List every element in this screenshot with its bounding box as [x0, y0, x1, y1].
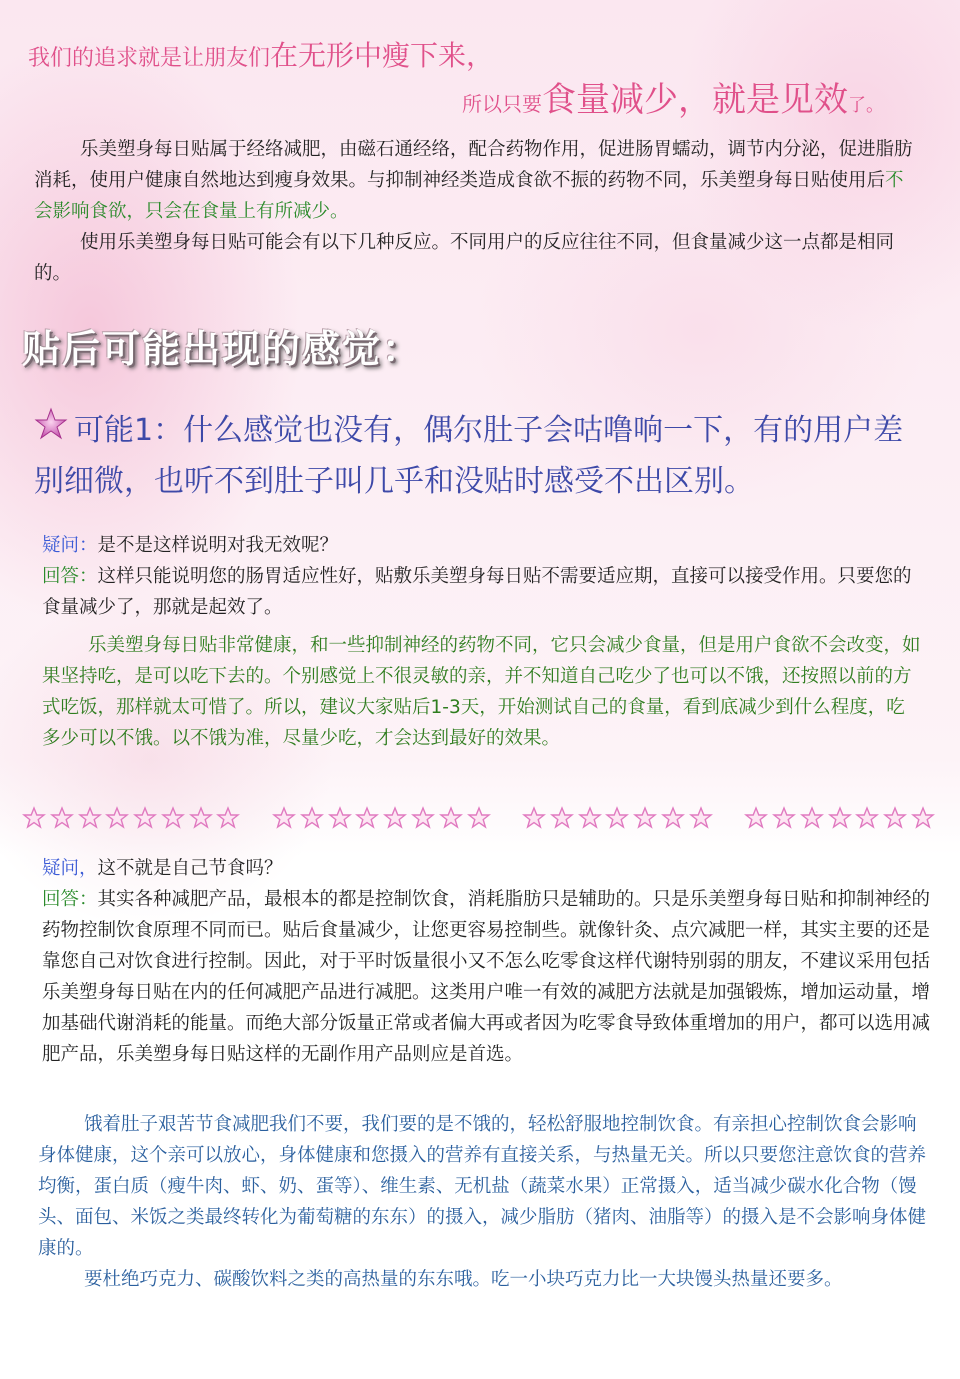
qa-2-answer	[42, 884, 932, 1070]
blue-paragraphs	[38, 1109, 930, 1295]
pink-outline-star-icon	[744, 806, 770, 832]
possible-1	[34, 406, 924, 507]
blue-paragraph-1	[38, 1109, 930, 1264]
question-text: 是不是这样说明对我无效呢？	[97, 535, 339, 556]
pink-outline-star-icon	[161, 806, 187, 832]
possible-1-text: 可能1：什么感觉也没有，偶尔肚子会咕噜响一下，有的用户差别细微，也听不到肚子叫几乎和没贴时感受不出区别。	[34, 413, 904, 499]
intro-paragraph-2	[34, 227, 914, 289]
pink-outline-star-icon	[244, 806, 270, 832]
blue-paragraph-1-text: 饿着肚子艰苦节食减肥我们不要，我们要的是不饿的，轻松舒服地控制饮食。有亲担心控制饮食会影响身体健康，这个亲可以放心，身体健康和您摄入的营养有直接关系，与热量无关。所以只要您注意饮食的营养均衡，蛋白质（瘦牛肉、虾、奶、蛋等）、维生素、无机盐（蔬菜水果）正常摄入，适当减少碳水化合物（馒头、面包、米饭之类最终转化为葡萄糖的东东）的摄入，减少脂肪（猪肉、油脂等）的摄入是不会影响身体健康的。	[38, 1114, 927, 1259]
pink-outline-star-icon	[383, 806, 409, 832]
pink-outline-star-icon	[828, 806, 854, 832]
question-label: 疑问，	[42, 858, 98, 879]
intro-paragraph-2-text: 使用乐美塑身每日贴可能会有以下几种反应。不同用户的反应往往不同，但食量减少这一点都是相同的。	[34, 232, 895, 284]
pink-outline-star-icon	[133, 806, 159, 832]
pink-outline-star-icon	[550, 806, 576, 832]
blue-paragraph-2	[38, 1264, 930, 1295]
green-paragraph	[42, 630, 922, 754]
intro-paragraph-1	[34, 134, 914, 227]
pink-outline-star-icon	[605, 806, 631, 832]
pink-star-icon	[34, 407, 74, 457]
pink-outline-star-icon	[883, 806, 909, 832]
qa-block-1	[42, 530, 922, 623]
slogan-line-2-post: 了。	[848, 95, 884, 116]
pink-outline-star-icon	[216, 806, 242, 832]
pink-outline-star-icon	[633, 806, 659, 832]
pink-outline-star-icon	[494, 806, 520, 832]
pink-outline-star-icon	[411, 806, 437, 832]
slogan-line-1	[28, 34, 494, 74]
qa-1-question	[42, 530, 922, 561]
answer-label: 回答：	[42, 889, 98, 910]
pink-outline-star-icon	[578, 806, 604, 832]
answer-text: 其实各种减肥产品，最根本的都是控制饮食，消耗脂肪只是辅助的。只是乐美塑身每日贴和抑制神经的药物控制饮食原理不同而已。贴后食量减少，让您更容易控制些。就像针灸、点穴减肥一样，其实主要的还是靠您自己对饮食进行控制。因此，对于平时饭量很小又不怎么吃零食这样代谢特别弱的朋友，不建议采用包括乐美塑身每日贴在内的任何减肥产品进行减肥。这类用户唯一有效的减肥方法就是加强锻炼，增加运动量，增加基础代谢消耗的能量。而绝大部分饭量正常或者偏大再或者因为吃零食导致体重增加的用户，都可以选用减肥产品，乐美塑身每日贴这样的无副作用产品则应是首选。	[42, 889, 931, 1065]
pink-outline-star-icon	[22, 806, 48, 832]
pink-outline-star-icon	[189, 806, 215, 832]
pink-outline-star-icon	[78, 806, 104, 832]
star-divider	[22, 806, 937, 832]
pink-outline-star-icon	[689, 806, 715, 832]
pink-outline-star-icon	[328, 806, 354, 832]
pink-outline-star-icon	[439, 806, 465, 832]
pink-outline-star-icon	[300, 806, 326, 832]
question-text: 这不就是自己节食吗？	[97, 858, 283, 879]
pink-outline-star-icon	[661, 806, 687, 832]
slogan-line-1-pre: 我们的追求就是让朋友们	[28, 46, 271, 71]
qa-1-answer	[42, 561, 922, 623]
question-label: 疑问：	[42, 535, 98, 556]
qa-2-question	[42, 853, 932, 884]
slogan-line-2-big: 食量减少，就是见效	[542, 80, 848, 120]
intro-paragraph-1-text: 乐美塑身每日贴属于经络减肥，由磁石通经络，配合药物作用，促进肠胃蠕动，调节内分泌，促进脂肪消耗，使用户健康自然地达到瘦身效果。与抑制神经类造成食欲不振的药物不同，乐美塑身每日贴使用后	[34, 139, 913, 191]
pink-outline-star-icon	[467, 806, 493, 832]
section-title: 贴后可能出现的感觉：	[22, 327, 423, 371]
pink-outline-star-icon	[522, 806, 548, 832]
pink-outline-star-icon	[355, 806, 381, 832]
intro-paragraph-1-highlight: 不会影响食欲，只会在食量上有所减少。	[34, 170, 904, 222]
green-paragraph-text: 乐美塑身每日贴非常健康，和一些抑制神经的药物不同，它只会减少食量，但是用户食欲不会改变，如果坚持吃，是可以吃下去的。个别感觉上不很灵敏的亲，并不知道自己吃少了也可以不饿，还按照以前的方式吃饭，那样就太可惜了。所以，建议大家贴后1-3天，开始测试自己的食量，看到底减少到什么程度，吃多少可以不饿。以不饿为准，尽量少吃，才会达到最好的效果。	[42, 635, 921, 749]
pink-outline-star-icon	[50, 806, 76, 832]
slogan-line-2-pre: 所以只要	[462, 92, 542, 116]
pink-outline-star-icon	[911, 806, 937, 832]
pink-outline-star-icon	[717, 806, 743, 832]
answer-label: 回答：	[42, 566, 98, 587]
slogan-line-2	[462, 72, 884, 121]
pink-outline-star-icon	[855, 806, 881, 832]
pink-outline-star-icon	[105, 806, 131, 832]
pink-outline-star-icon	[800, 806, 826, 832]
answer-text: 这样只能说明您的肠胃适应性好，贴敷乐美塑身每日贴不需要适应期，直接可以接受作用。只要您的食量减少了，那就是起效了。	[42, 566, 912, 618]
pink-outline-star-icon	[272, 806, 298, 832]
pink-outline-star-icon	[772, 806, 798, 832]
qa-block-2	[42, 853, 932, 1070]
blue-paragraph-2-text: 要杜绝巧克力、碳酸饮料之类的高热量的东东哦。吃一小块巧克力比一大块馒头热量还要多。	[84, 1269, 843, 1290]
slogan-line-1-big: 在无形中瘦下来，	[270, 39, 495, 72]
